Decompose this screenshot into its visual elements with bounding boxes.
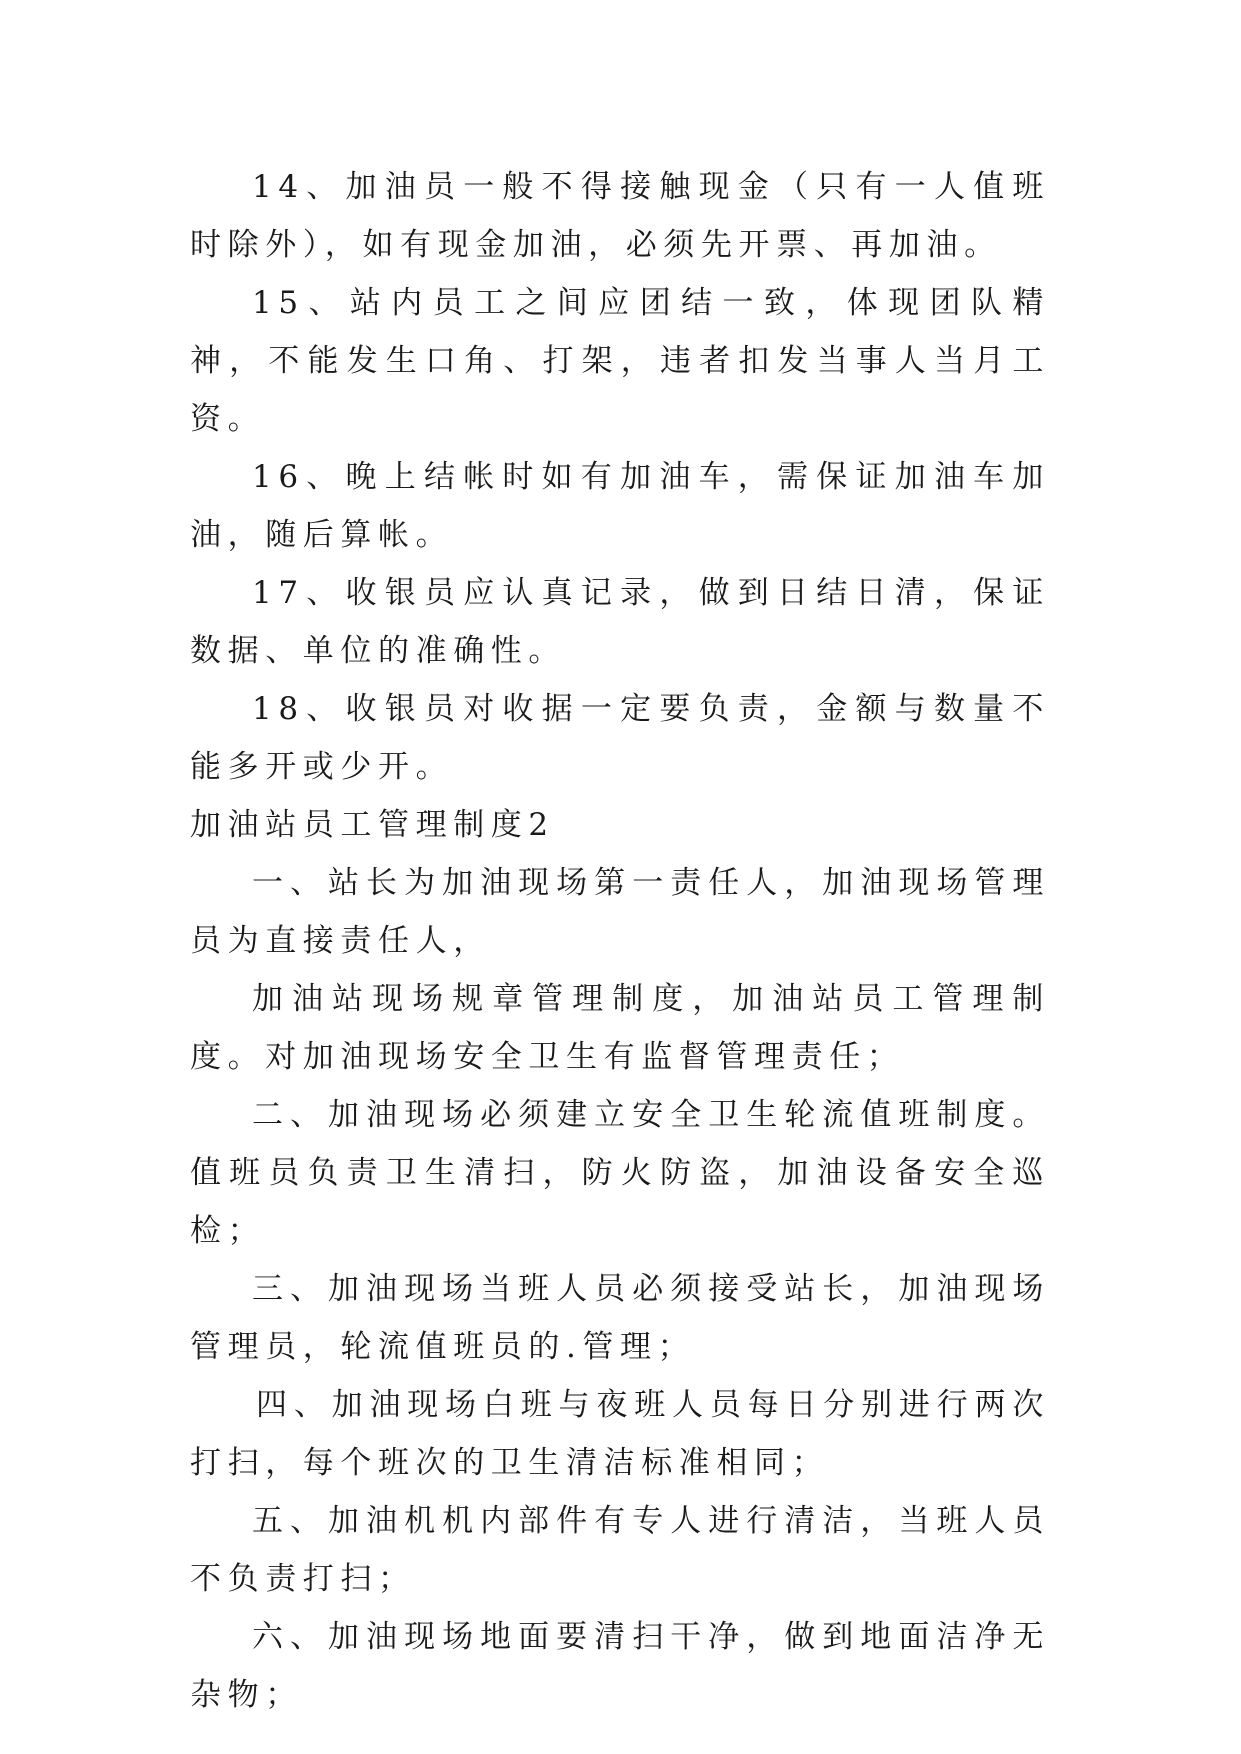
section-paragraph-1: 一、站长为加油现场第一责任人，加油现场管理员为直接责任人， [190, 865, 1050, 959]
section-title: 加油站员工管理制度2 [190, 807, 555, 843]
paragraph-16: 16、晚上结帐时如有加油车，需保证加油车加油，随后算帐。 [190, 459, 1050, 553]
section-paragraph-3: 三、加油现场当班人员必须接受站长，加油现场管理员，轮流值班员的.管理； [190, 1271, 1050, 1365]
section-paragraph-2: 二、加油现场必须建立安全卫生轮流值班制度。值班员负责卫生清扫，防火防盗，加油设备安全巡检； [190, 1097, 1050, 1249]
paragraph-15: 15、站内员工之间应团结一致，体现团队精神，不能发生口角、打架，违者扣发当事人当月工资。 [190, 285, 1050, 437]
section-paragraph-5: 五、加油机机内部件有专人进行清洁，当班人员不负责打扫； [190, 1503, 1050, 1597]
paragraph-14: 14、加油员一般不得接触现金（只有一人值班时除外），如有现金加油，必须先开票、再加油。 [190, 169, 1050, 263]
section-paragraph-4: 四、加油现场白班与夜班人员每日分别进行两次打扫，每个班次的卫生清洁标准相同； [190, 1387, 1050, 1481]
document-body [190, 158, 1050, 1724]
paragraph-17: 17、收银员应认真记录，做到日结日清，保证数据、单位的准确性。 [190, 575, 1050, 669]
section-paragraph-1-continued: 加油站现场规章管理制度，加油站员工管理制度。对加油现场安全卫生有监督管理责任； [190, 981, 1050, 1075]
paragraph-18: 18、收银员对收据一定要负责，金额与数量不能多开或少开。 [190, 691, 1050, 785]
section-paragraph-6: 六、加油现场地面要清扫干净，做到地面洁净无杂物； [190, 1619, 1050, 1713]
